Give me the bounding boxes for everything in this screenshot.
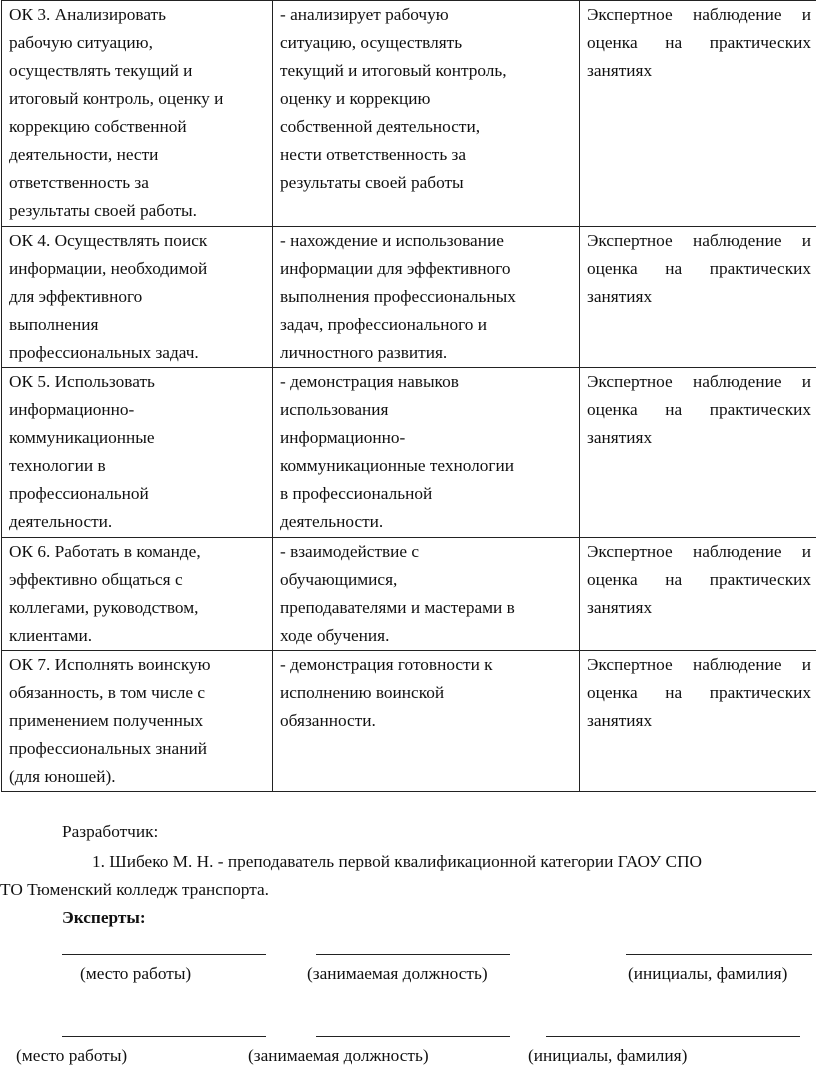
method-line: Экспертное наблюдение и (587, 655, 811, 674)
competency-table (1, 0, 816, 792)
table-row (2, 227, 816, 368)
method-cell (580, 651, 816, 792)
indicator-cell: - демонстрация навыков использования информационно- коммуникационные технологии в профессиональной деятельности. (273, 368, 580, 538)
method-cell (580, 538, 816, 651)
developer-label: Разработчик: (62, 822, 159, 841)
method-cell (580, 227, 816, 368)
method-line: занятиях (587, 428, 653, 447)
method-line: занятиях (587, 711, 653, 730)
developer-entry-continuation: ТО Тюменский колледж транспорта. (0, 880, 269, 899)
signature-line (62, 954, 266, 955)
competency-cell: ОК 7. Исполнять воинскую обязанность, в том числе с применением полученных профессиональных знаний (для юношей). (2, 651, 273, 792)
method-line: Экспертное наблюдение и (587, 5, 811, 24)
indicator-cell: - взаимодействие с обучающимися, преподавателями и мастерами в ходе обучения. (273, 538, 580, 651)
signature-line (316, 954, 510, 955)
experts-label: Эксперты: (62, 908, 146, 927)
indicator-cell: - демонстрация готовности к исполнению воинской обязанности. (273, 651, 580, 792)
signature-line (626, 954, 812, 955)
name-caption: (инициалы, фамилия) (628, 964, 788, 983)
method-line: занятиях (587, 61, 653, 80)
method-cell (580, 1, 816, 227)
signature-line (546, 1036, 800, 1037)
table-row (2, 368, 816, 538)
place-caption: (место работы) (16, 1046, 128, 1065)
competency-cell: ОК 3. Анализировать рабочую ситуацию, осуществлять текущий и итоговый контроль, оценку и коррекцию собственной деятельности, нести ответственность за результаты своей работы. (2, 1, 273, 227)
table-row (2, 1, 816, 227)
table-row (2, 651, 816, 792)
method-line: оценка на практических (587, 400, 811, 419)
competency-cell: ОК 5. Использовать информационно- коммуникационные технологии в профессиональной деятельности. (2, 368, 273, 538)
method-line: Экспертное наблюдение и (587, 231, 811, 250)
method-line: занятиях (587, 598, 653, 617)
name-caption: (инициалы, фамилия) (528, 1046, 688, 1065)
developer-entry: 1. Шибеко М. Н. - преподаватель первой квалификационной категории ГАОУ СПО (92, 852, 703, 871)
table-row (2, 538, 816, 651)
place-caption: (место работы) (80, 964, 192, 983)
signature-line (62, 1036, 266, 1037)
position-caption: (занимаемая должность) (307, 964, 488, 983)
indicator-cell: - анализирует рабочую ситуацию, осуществлять текущий и итоговый контроль, оценку и коррекцию собственной деятельности, нести ответственность за результаты своей работы (273, 1, 580, 227)
method-line: оценка на практических (587, 570, 811, 589)
method-line: оценка на практических (587, 259, 811, 278)
position-caption: (занимаемая должность) (248, 1046, 429, 1065)
indicator-cell: - нахождение и использование информации для эффективного выполнения профессиональных задач, профессионального и личностного развития. (273, 227, 580, 368)
method-line: Экспертное наблюдение и (587, 372, 811, 391)
method-cell (580, 368, 816, 538)
signature-line (316, 1036, 510, 1037)
competency-cell: ОК 6. Работать в команде, эффективно общаться с коллегами, руководством, клиентами. (2, 538, 273, 651)
method-line: занятиях (587, 287, 653, 306)
competency-cell: ОК 4. Осуществлять поиск информации, необходимой для эффективного выполнения профессиональных задач. (2, 227, 273, 368)
method-line: оценка на практических (587, 683, 811, 702)
method-line: оценка на практических (587, 33, 811, 52)
method-line: Экспертное наблюдение и (587, 542, 811, 561)
